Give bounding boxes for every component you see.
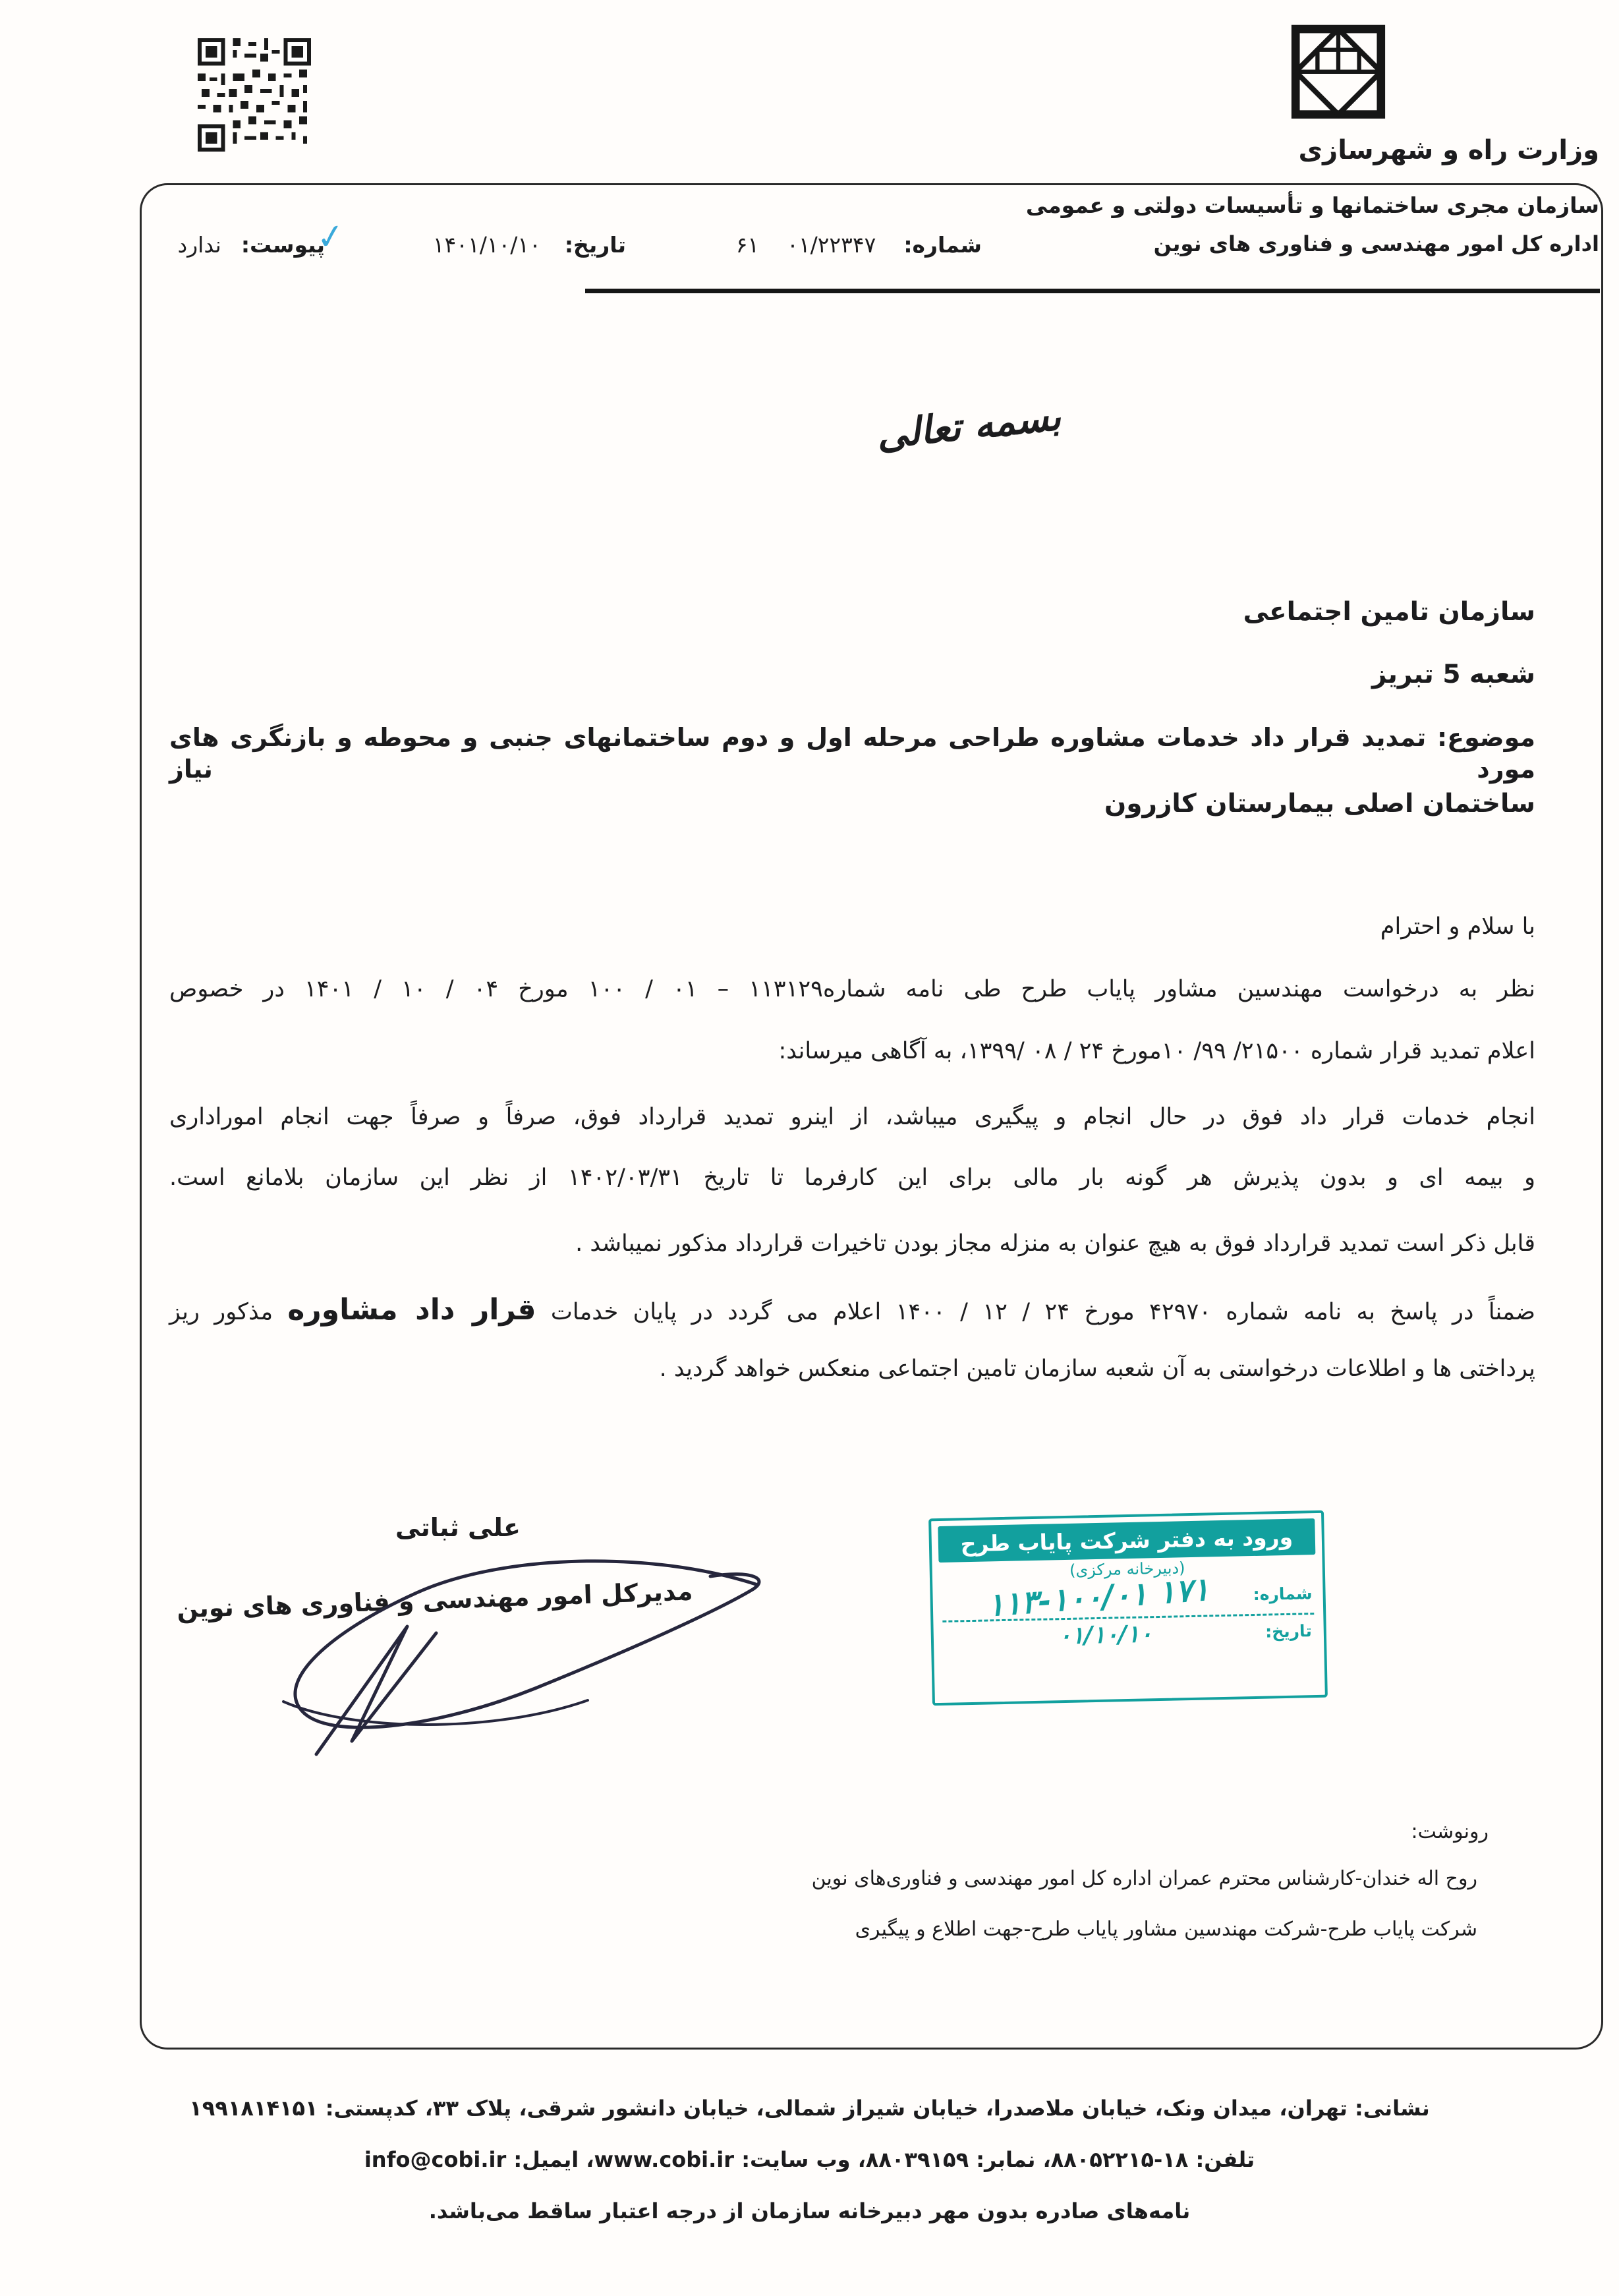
paragraph-2-line-2: و بیمه ای و بدون پذیرش هر گونه بار مالی برای این کارفرما تا تاریخ ۱۴۰۲/۰۳/۳۱ از نظر این سازمان بلامانع است. bbox=[169, 1164, 1535, 1191]
recipient-line-1: سازمان تامین اجتماعی bbox=[1243, 597, 1535, 627]
organization-line-1: سازمان مجری ساختمانها و تأسیسات دولتی و عمومی bbox=[1025, 192, 1599, 218]
date-label: تاریخ: bbox=[564, 232, 626, 258]
signer-name: علی ثباتی bbox=[395, 1513, 521, 1542]
subject-line-1: موضوع: تمدید قرار داد خدمات مشاوره طراحی مرحله اول و دوم ساختمانهای جنبی و محوطه و بازنگری های مورد نیاز bbox=[169, 723, 1535, 784]
paragraph-4-line-2: پرداختی ها و اطلاعات درخواستی به آن شعبه سازمان تامین اجتماعی منعکس خواهد گردید . bbox=[659, 1356, 1535, 1382]
secretariat-stamp bbox=[928, 1510, 1328, 1706]
stamp-date-label: تاریخ: bbox=[1264, 1621, 1313, 1642]
letter-number-field bbox=[672, 232, 982, 258]
stamp-number-value: ۱۷۱ ۱۱۳-۱۰۰/۰۱ bbox=[986, 1570, 1211, 1624]
paragraph-3: قابل ذکر است تمدید قرارداد فوق به هیچ عنوان به منزله مجاز بودن تاخیرات قرارداد مذکور نمیباشد . bbox=[575, 1230, 1535, 1257]
paragraph-4-emphasis: قرار داد مشاوره bbox=[287, 1293, 536, 1327]
paragraph-4-pre: ضمناً در پاسخ به نامه شماره ۴۲۹۷۰ مورخ ۲۴ / ۱۲ / ۱۴۰۰ اعلام می گردد در پایان خدمات bbox=[536, 1299, 1536, 1325]
ministry-emblem-icon bbox=[1286, 17, 1390, 130]
footer-contact: تلفن: ۱۸-۸۸۰۵۲۲۱۵، نمابر: ۸۸۰۳۹۱۵۹، وب سایت: www.cobi.ir، ایمیل: info@cobi.ir bbox=[364, 2147, 1255, 2172]
qr-code-icon bbox=[198, 38, 311, 152]
attachment-label: پیوست: bbox=[241, 232, 325, 258]
paragraph-2-line-1: انجام خدمات قرار داد فوق در حال انجام و پیگیری میباشد، از اینرو تمدید قرارداد فوق، صرفاً و صرفاً جهت انجام اموراداری bbox=[169, 1104, 1535, 1130]
number-label: شماره: bbox=[903, 232, 982, 258]
paragraph-4-post: مذکور ریز bbox=[169, 1299, 288, 1325]
stamp-number-label: شماره: bbox=[1253, 1583, 1313, 1604]
recipient-line-2: شعبه 5 تبریز bbox=[1372, 660, 1535, 689]
paragraph-1-line-1: نظر به درخواست مهندسین مشاور پایاب طرح طی نامه شماره۱۱۳۱۲۹ – ۰۱ / ۱۰۰ مورخ ۰۴ / ۱۰ / ۱۴۰۱ در خصوص bbox=[169, 976, 1536, 1002]
check-icon: ✓ bbox=[314, 215, 348, 259]
ministry-name: وزارت راه و شهرسازی bbox=[1298, 135, 1599, 165]
attachment-field bbox=[144, 232, 325, 258]
attachment-value: ندارد bbox=[177, 232, 221, 258]
cc-item: روح اله خندان-کارشناس محترم عمران اداره کل امور مهندسی و فناوری‌های نوین bbox=[811, 1867, 1477, 1890]
salutation: با سلام و احترام bbox=[1380, 913, 1535, 940]
footer-validity-note: نامه‌های صادره بدون مهر دبیرخانه سازمان از درجه اعتبار ساقط می‌باشد. bbox=[428, 2198, 1191, 2224]
stamp-number-row bbox=[932, 1570, 1323, 1624]
paragraph-4-line-1 bbox=[169, 1292, 1535, 1328]
stamp-title: ورود به دفتر شرکت پایاب طرح bbox=[938, 1518, 1315, 1563]
subject-line-2: ساختمان اصلی بیمارستان کازرون bbox=[1104, 789, 1535, 818]
cc-label: رونوشت: bbox=[1411, 1820, 1489, 1843]
stamp-date-value: ۰۱/۱۰/۱۰ bbox=[1058, 1621, 1153, 1650]
number-value: ۰۱/۲۲۳۴۷ bbox=[787, 232, 876, 258]
organization-line-2: اداره کل امور مهندسی و فناوری های نوین bbox=[1153, 231, 1599, 256]
paragraph-1-line-2: اعلام تمدید قرار شماره ۲۱۵۰۰/ ۹۹/ ۱۰مورخ ۲۴ / ۰۸ /۱۳۹۹، به آگاهی میرساند: bbox=[778, 1038, 1535, 1064]
besmellah-calligraphy: بسمه تعالی bbox=[874, 393, 1064, 458]
handwritten-signature bbox=[217, 1535, 797, 1779]
footer-address: نشانی: تهران، میدان ونک، خیابان ملاصدرا، خیابان شیراز شمالی، خیابان دانشور شرقی، پلاک ۳۳، کدپستی: ۱۹۹۱۸۱۴۱۵۱ bbox=[189, 2096, 1430, 2121]
signer-title: مدیرکل امور مهندسی و فناوری های نوین bbox=[176, 1576, 694, 1624]
number-suffix: ۶۱ bbox=[735, 232, 760, 258]
letter-date-field bbox=[343, 232, 626, 258]
cc-item: شرکت پایاب طرح-شرکت مهندسین مشاور پایاب طرح-جهت اطلاع و پیگیری bbox=[855, 1918, 1477, 1941]
stamp-subtitle: (دبیرخانه مرکزی) bbox=[1069, 1559, 1185, 1580]
date-value: ۱۴۰۱/۱۰/۱۰ bbox=[432, 232, 541, 258]
